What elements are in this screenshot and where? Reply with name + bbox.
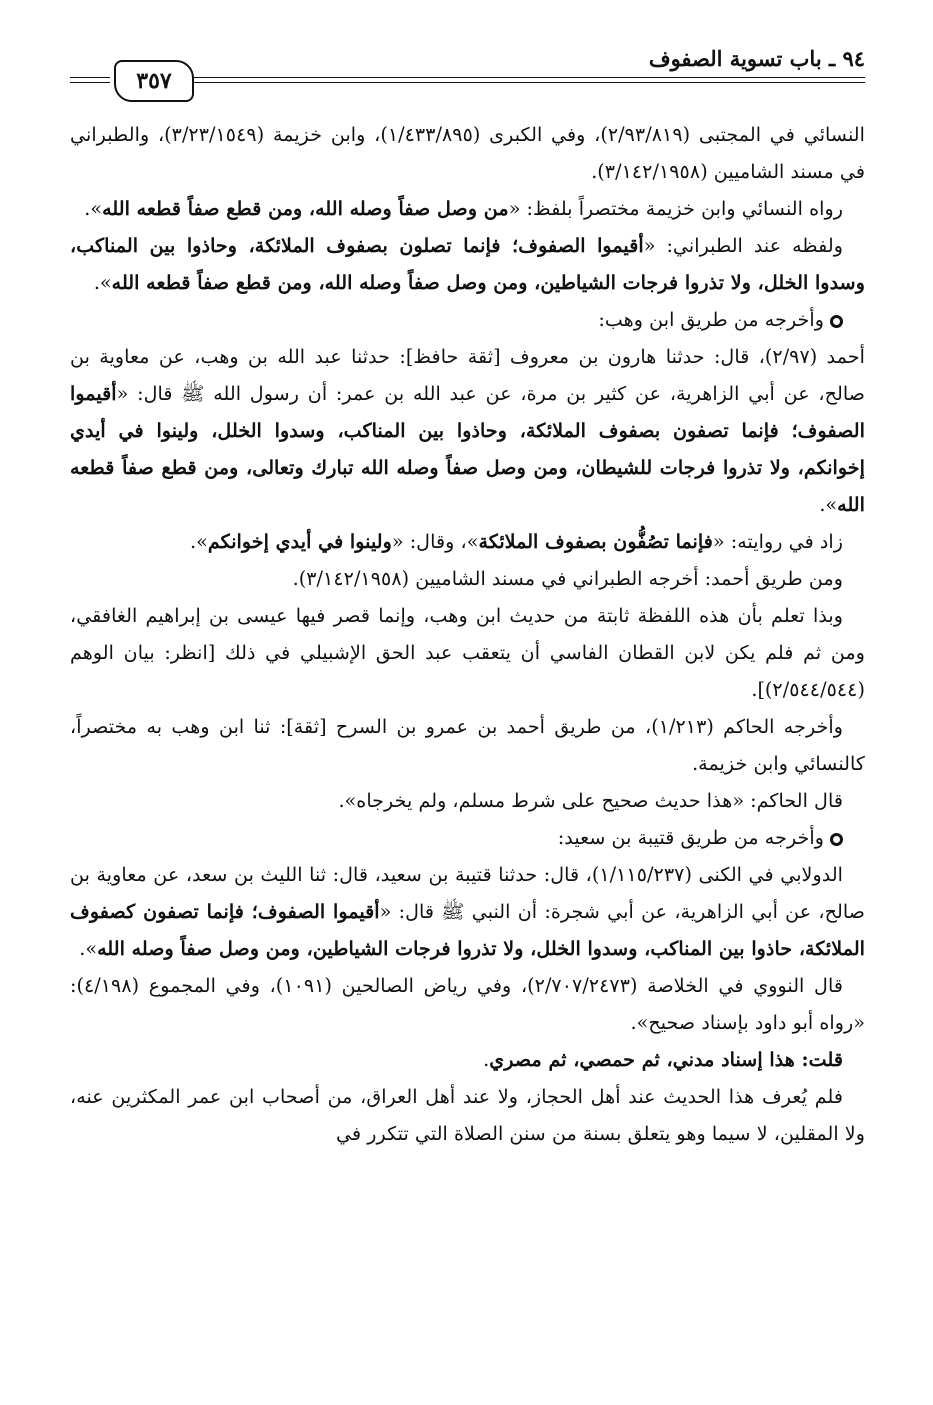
paragraph-8: وبذا تعلم بأن هذه اللفظة ثابتة من حديث ابن وهب، وإنما قصر فيها عيسى بن إبراهيم الغافقي، ومن ثم فلم يكن لابن القطان الفاسي أن يتعقب عبد الحق الإشبيلي في ذلك [انظر: بيان الوهم (٢/٥٤٤/٥٤٤)]. — [70, 604, 865, 701]
circle-bullet-icon — [830, 315, 843, 328]
paragraph-14: قلت: هذا إسناد مدني، ثم حمصي، ثم مصري. — [483, 1048, 843, 1071]
page-body — [70, 116, 865, 1152]
paragraph-1: النسائي في المجتبى (٢/٩٣/٨١٩)، وفي الكبرى (١/٤٣٣/٨٩٥)، وابن خزيمة (٣/٢٣/١٥٤٩)، والطبراني في مسند الشاميين (٣/١٤٢/١٩٥٨). — [70, 123, 865, 183]
paragraph-13: قال النووي في الخلاصة (٢/٧٠٧/٢٤٧٣)، وفي رياض الصالحين (١٠٩١)، وفي المجموع (٤/١٩٨): «رواه أبو داود بإسناد صحيح». — [70, 974, 865, 1034]
paragraph-5: أحمد (٢/٩٧)، قال: حدثنا هارون بن معروف [ثقة حافظ]: حدثنا عبد الله بن وهب، عن معاوية بن صالح، عن أبي الزاهرية، عن كثير بن مرة، عن عبد الله بن عمر: أن رسول الله ﷺ قال: «أقيموا الصفوف؛ فإنما تصفون بصفوف الملائكة، وحاذوا بين المناكب، وسدوا الخلل، ولينوا في أيدي إخوانكم، ولا تذروا فرجات للشيطان، ومن وصل صفاً وصله الله تبارك وتعالى، ومن قطع صفاً قطعه الله». — [70, 345, 865, 516]
paragraph-12: الدولابي في الكنى (١/١١٥/٢٣٧)، قال: حدثنا قتيبة بن سعيد، قال: ثنا الليث بن سعد، عن معاوية بن صالح، عن أبي الزاهرية، عن أبي شجرة: أن النبي ﷺ قال: «أقيموا الصفوف؛ فإنما تصفون كصفوف الملائكة، حاذوا بين المناكب، وسدوا الخلل، ولا تذروا فرجات الشياطين، ومن وصل صفاً وصله الله». — [70, 863, 865, 960]
header-rule-left — [70, 77, 110, 83]
paragraph-9: وأخرجه الحاكم (١/٢١٣)، من طريق أحمد بن عمرو بن السرح [ثقة]: ثنا ابن وهب به مختصراً، كالنسائي وابن خزيمة. — [70, 715, 865, 775]
paragraph-11: وأخرجه من طريق قتيبة بن سعيد: — [70, 819, 865, 856]
running-head: ٩٤ ـ باب تسوية الصفوف — [648, 46, 865, 71]
page-number-badge: ٣٥٧ — [114, 60, 194, 102]
header-rule — [194, 77, 865, 83]
paragraph-10: قال الحاكم: «هذا حديث صحيح على شرط مسلم، ولم يخرجاه». — [338, 789, 843, 812]
page-header — [70, 46, 865, 96]
paragraph-3: ولفظه عند الطبراني: «أقيموا الصفوف؛ فإنما تصلون بصفوف الملائكة، وحاذوا بين المناكب، وسدوا الخلل، ولا تذروا فرجات الشياطين، ومن وصل صفاً وصله الله، ومن قطع صفاً قطعه الله». — [70, 234, 865, 294]
paragraph-6: زاد في روايته: «فإنما تصُفُّون بصفوف الملائكة»، وقال: «ولينوا في أيدي إخوانكم». — [189, 530, 843, 553]
paragraph-15: فلم يُعرف هذا الحديث عند أهل الحجاز، ولا عند أهل العراق، من أصحاب ابن عمر المكثرين عنه، ولا المقلين، لا سيما وهو يتعلق بسنة من سنن الصلاة التي تتكرر في — [70, 1085, 865, 1145]
paragraph-4: وأخرجه من طريق ابن وهب: — [70, 301, 865, 338]
paragraph-2: رواه النسائي وابن خزيمة مختصراً بلفظ: «من وصل صفاً وصله الله، ومن قطع صفاً قطعه الله». — [84, 197, 843, 220]
paragraph-7: ومن طريق أحمد: أخرجه الطبراني في مسند الشاميين (٣/١٤٢/١٩٥٨). — [292, 567, 843, 590]
circle-bullet-icon — [830, 833, 843, 846]
